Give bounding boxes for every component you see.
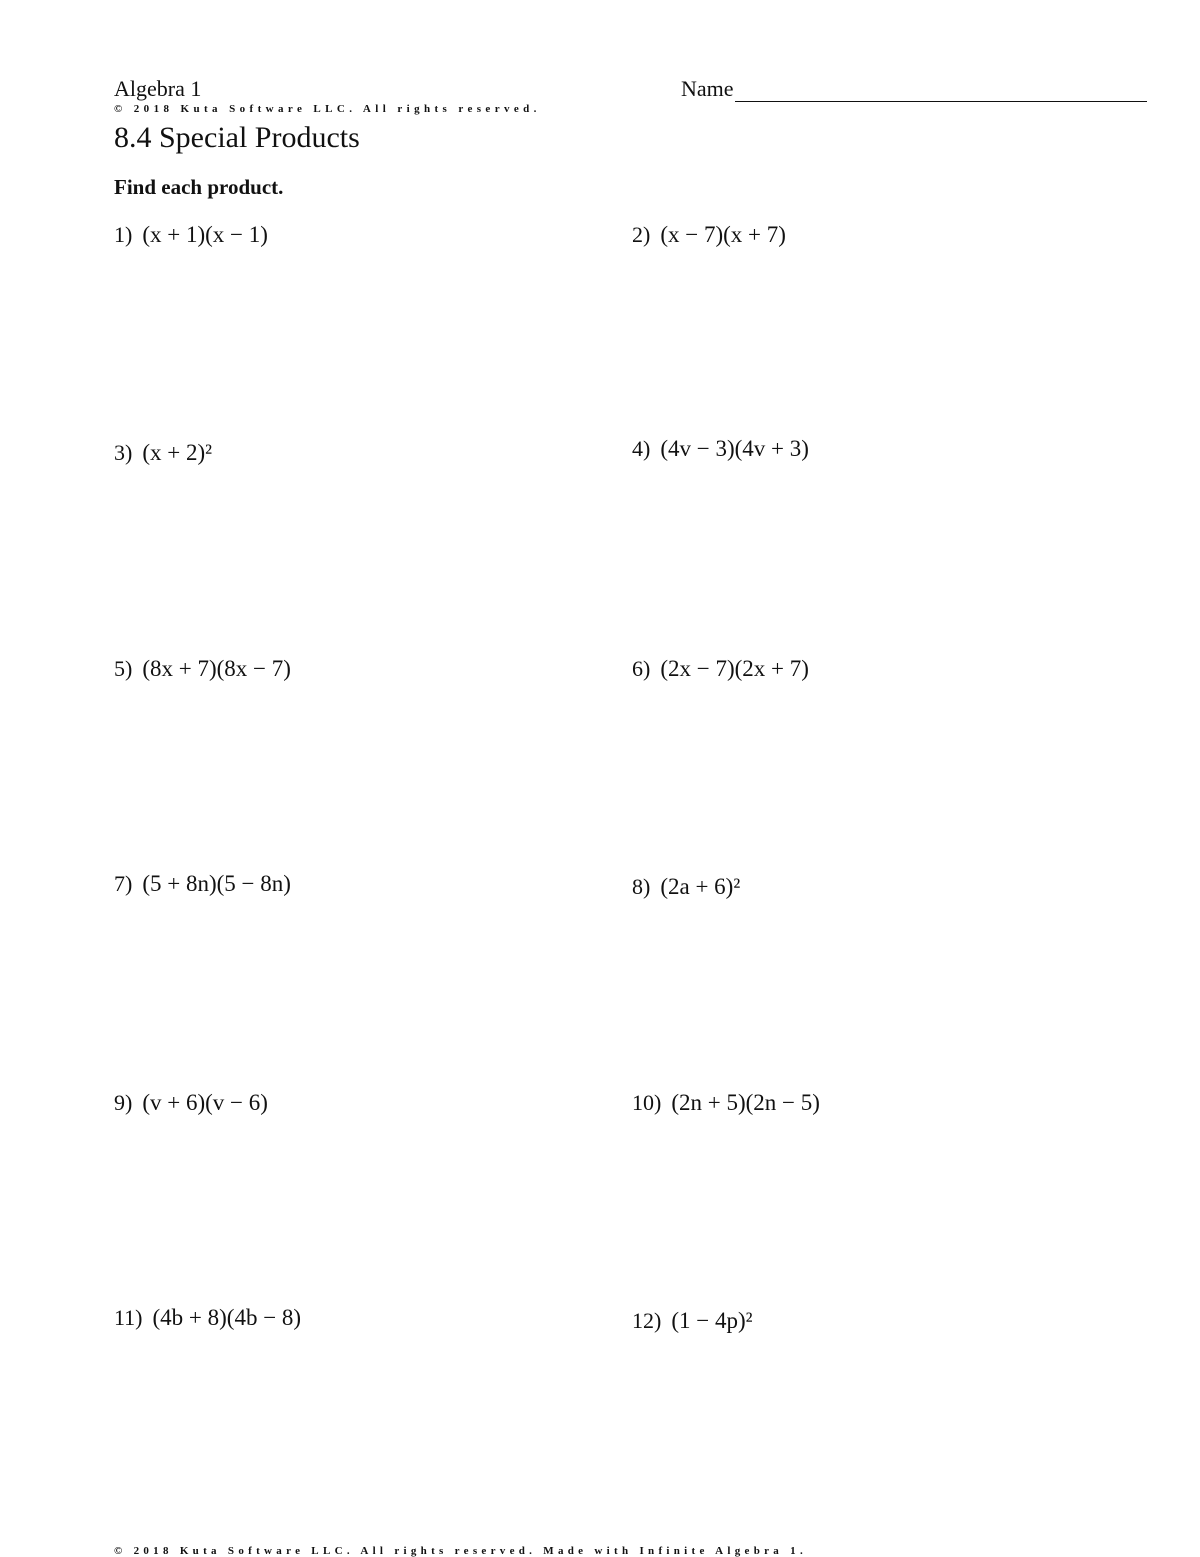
problem-expression: (4v − 3)(4v + 3): [660, 436, 809, 461]
course-name: Algebra 1: [114, 76, 202, 101]
problem-expression: (8x + 7)(8x − 7): [142, 656, 291, 681]
problem-number: 2): [632, 222, 651, 247]
problem-expression: (x + 1)(x − 1): [142, 222, 268, 247]
problem-expression: (v + 6)(v − 6): [142, 1090, 268, 1115]
problem-number: 9): [114, 1090, 133, 1115]
problem-number: 12): [632, 1308, 662, 1333]
problem-9: [114, 1090, 268, 1116]
problem-1: [114, 222, 268, 248]
problem-number: 6): [632, 656, 651, 681]
problem-expression: (2x − 7)(2x + 7): [660, 656, 809, 681]
problem-2: [632, 222, 786, 248]
problem-number: 4): [632, 436, 651, 461]
problem-expression: (2a + 6)²: [660, 874, 741, 899]
problem-expression: (1 − 4p)²: [671, 1308, 753, 1333]
problem-number: 5): [114, 656, 133, 681]
problem-6: [632, 656, 809, 682]
problem-12: [632, 1308, 753, 1334]
problem-expression: (2n + 5)(2n − 5): [671, 1090, 820, 1115]
problem-4: [632, 436, 809, 462]
problem-7: [114, 871, 291, 897]
name-field[interactable]: [681, 76, 1147, 102]
problem-expression: (x − 7)(x + 7): [660, 222, 786, 247]
problem-number: 1): [114, 222, 133, 247]
problem-5: [114, 656, 291, 682]
instructions: Find each product.: [114, 175, 284, 199]
name-line[interactable]: [735, 77, 1147, 102]
problem-3: [114, 440, 212, 466]
problem-11: [114, 1305, 301, 1331]
footer-copyright: © 2018 Kuta Software LLC. All rights reserved. Made with Infinite Algebra 1.: [114, 1545, 808, 1557]
problem-8: [632, 874, 740, 900]
problem-number: 8): [632, 874, 651, 899]
problem-expression: (x + 2)²: [142, 440, 213, 465]
problem-number: 3): [114, 440, 133, 465]
problem-number: 10): [632, 1090, 662, 1115]
problem-number: 11): [114, 1305, 143, 1330]
header-copyright: © 2018 Kuta Software LLC. All rights reserved.: [114, 103, 541, 115]
problem-10: [632, 1090, 820, 1116]
problem-expression: (5 + 8n)(5 − 8n): [142, 871, 291, 896]
problem-number: 7): [114, 871, 133, 896]
name-label: Name: [681, 76, 734, 101]
problem-expression: (4b + 8)(4b − 8): [152, 1305, 302, 1330]
page-title: 8.4 Special Products: [114, 121, 360, 154]
